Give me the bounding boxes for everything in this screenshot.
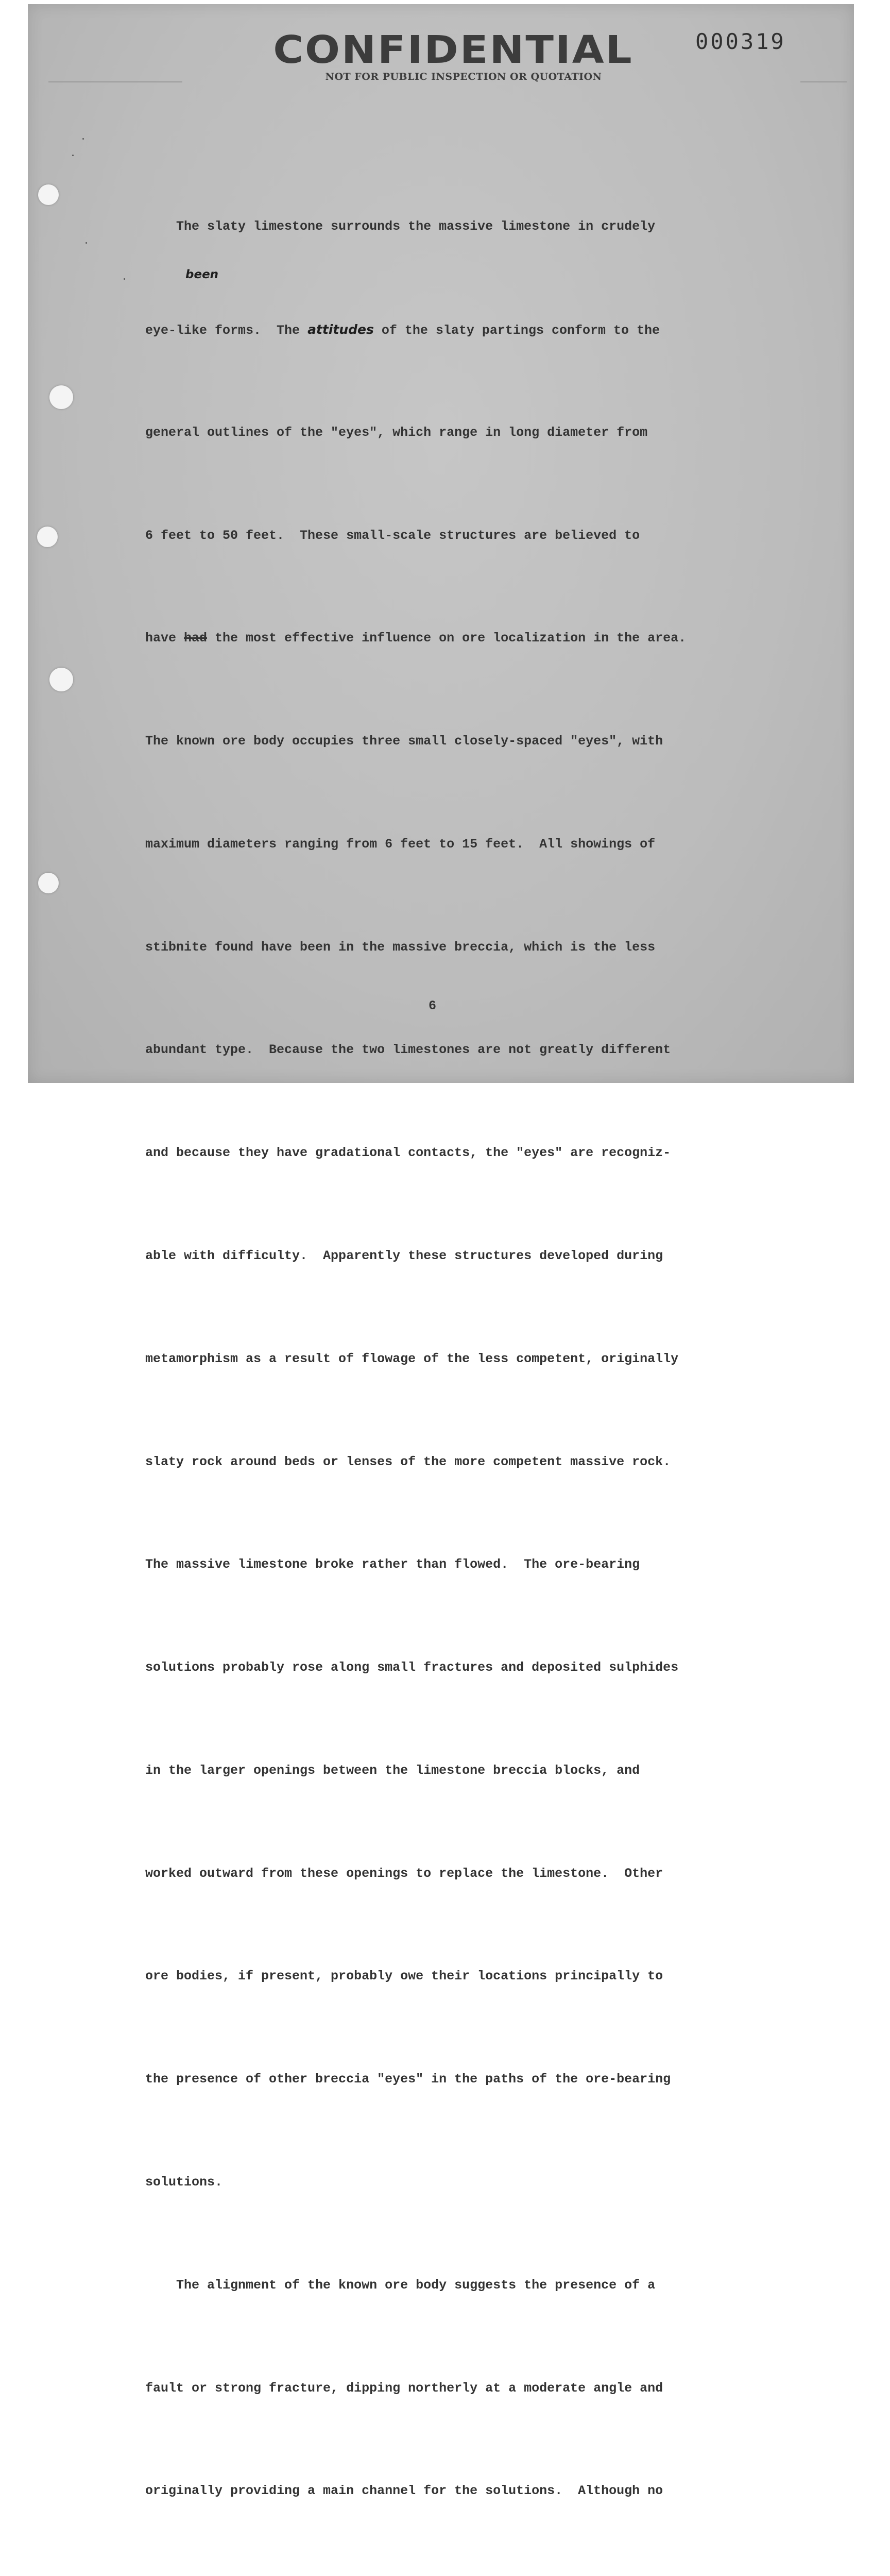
scan-speck [124, 278, 125, 280]
binder-hole [37, 527, 58, 547]
text-line: in the larger openings between the limestone breccia blocks, and [145, 1762, 640, 1778]
text-line: ore bodies, if present, probably owe their locations principally to [145, 1969, 663, 1984]
binder-hole [38, 873, 59, 893]
handwritten-word: attitudes [307, 321, 374, 337]
scan-speck [85, 242, 87, 244]
text-line: 6 feet to 50 feet. These small-scale structures are believed to [145, 528, 640, 543]
confidential-stamp-subtitle: NOT FOR PUBLIC INSPECTION OR QUOTATION [325, 71, 602, 82]
text-line-with-handwriting: eye-like forms. The attitudes of the slaty partings conform to the [145, 321, 660, 338]
text-line: stibnite found have been in the massive breccia, which is the less [145, 939, 656, 955]
scan-speck [82, 138, 84, 140]
text-line: solutions. [145, 2175, 223, 2190]
confidential-stamp: CONFIDENTIAL [273, 27, 634, 72]
handwritten-insertion: been [185, 268, 219, 281]
text-line: The slaty limestone surrounds the massive limestone in crudely [145, 219, 656, 234]
page-number: 6 [429, 998, 437, 1013]
document-number: 000319 [695, 29, 786, 54]
text-line: The alignment of the known ore body suggests the presence of a [145, 2277, 656, 2293]
document-body [145, 141, 763, 2576]
text-line: fault or strong fracture, dipping northerly at a moderate angle and [145, 2380, 663, 2396]
page-rule-left [48, 81, 182, 82]
scan-speck [72, 155, 74, 156]
page-rule-right [800, 81, 847, 82]
text-line: The massive limestone broke rather than flowed. The ore-bearing [145, 1557, 640, 1572]
text-line: metamorphism as a result of flowage of the less competent, originally [145, 1351, 679, 1366]
text-line: worked outward from these openings to replace the limestone. Other [145, 1866, 663, 1881]
binder-hole [49, 668, 73, 691]
text-line: able with difficulty. Apparently these structures developed during [145, 1248, 663, 1263]
text-line: solutions probably rose along small fractures and deposited sulphides [145, 1660, 679, 1675]
text-line: the presence of other breccia "eyes" in the paths of the ore-bearing [145, 2072, 671, 2087]
text-line-with-correction: have had the most effective influence on ore localization in the area. [145, 631, 687, 646]
text-line: general outlines of the "eyes", which range in long diameter from [145, 425, 648, 440]
text-line: originally providing a main channel for the solutions. Although no [145, 2483, 663, 2499]
struck-word: had [184, 631, 208, 646]
text-line: maximum diameters ranging from 6 feet to 15 feet. All showings of [145, 836, 656, 852]
text-line: and because they have gradational contacts, the "eyes" are recogniz- [145, 1145, 671, 1161]
text-line: The known ore body occupies three small closely-spaced "eyes", with [145, 734, 663, 749]
text-line: slaty rock around beds or lenses of the more competent massive rock. [145, 1454, 671, 1469]
text-line: abundant type. Because the two limestones are not greatly different [145, 1042, 671, 1058]
binder-hole [38, 184, 59, 205]
binder-hole [49, 385, 73, 409]
